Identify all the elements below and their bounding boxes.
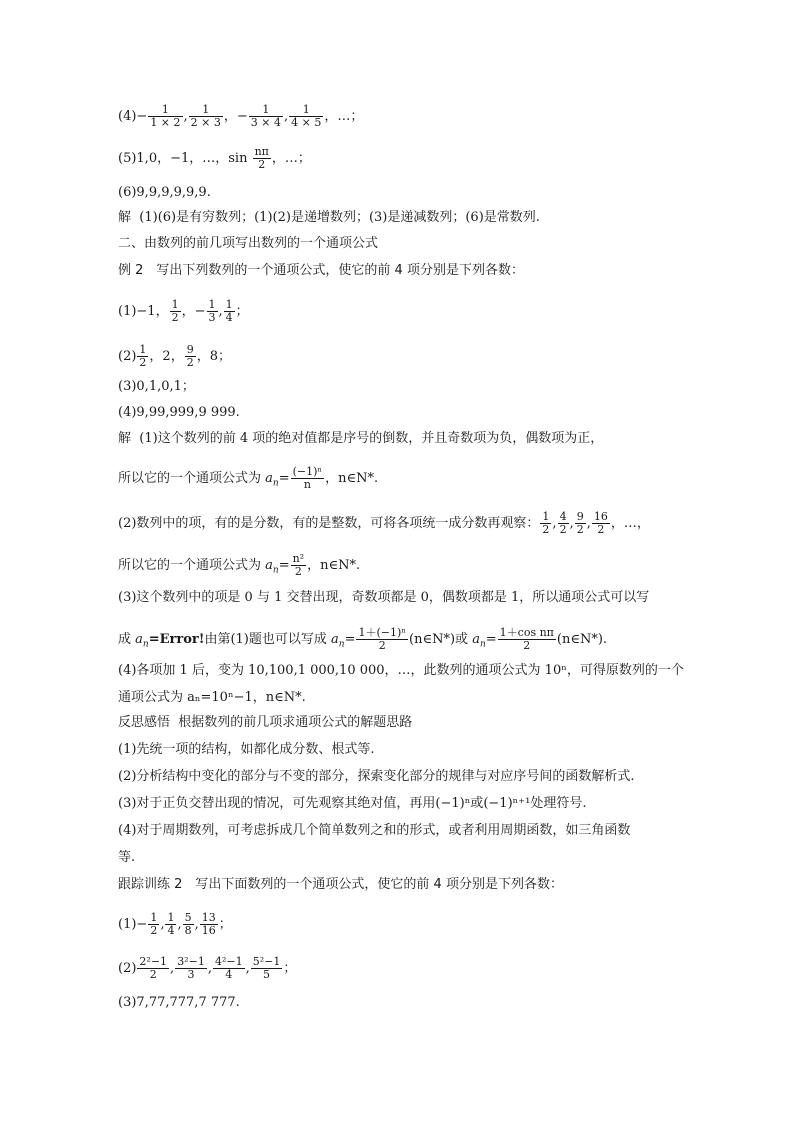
practice-2-q2: (2) $\frac{\text{2²−1}}{2}$ , $\frac{\text{3²−1}}{3}$ , $\frac{\text{4²−1}}{4}$ , $\frac{\text{5²−1}}{5}$ ； (118, 955, 297, 981)
solution-1-line-2: 所以它的一个通项公式为 $a_n=$ $\frac{\text{(−1)ⁿ}}{n}$ ，n∈N*. (118, 465, 379, 491)
fraction: $\frac{1}{2}$ (150, 911, 158, 937)
section-title: 二、由数列的前几项写出数列的一个通项公式 (118, 236, 379, 251)
item-4-prefix: (4)− (118, 109, 148, 124)
example-2-q3: (3)0,1,0,1； (118, 379, 195, 394)
reflection-title-line (118, 714, 412, 732)
reflection-point-4-line-2: 等. (118, 850, 136, 865)
fraction: $\frac{\text{5²−1}}{5}$ (252, 955, 281, 981)
solution-4-line-2: 通项公式为 aₙ=10ⁿ−1，n∈N*. (118, 690, 306, 705)
fraction: $\frac{1}{2}$ (542, 510, 550, 536)
fraction: $\frac{1}{2 \times 3}$ (190, 103, 221, 129)
example-2-title: 例 2 写出下列数列的一个通项公式，使它的前 4 项分别是下列各数： (118, 263, 524, 278)
reflection-point-4-line-1: (4)对于周期数列，可考虑拆成几个简单数列之和的形式，或者利用周期函数，如三角函数 (118, 823, 631, 838)
example-2-q2: (2) $\frac{1}{2}$ ，2， $\frac{9}{2}$ ，8； (118, 343, 231, 369)
fraction: $\frac{\text{1＋cos nπ}}{2}$ (499, 626, 554, 652)
reflection-point-1: (1)先统一项的结构，如都化成分数、根式等. (118, 742, 375, 757)
fraction: $\frac{\text{(−1)ⁿ}}{n}$ (292, 465, 323, 491)
fraction: $\frac{\text{n²}}{2}$ (292, 552, 305, 578)
solution-4-line-1: (4)各项加 1 后，变为 10,100,1 000,10 000，…，此数列的通项公式为 10ⁿ，可得原数列的一个 (118, 663, 684, 678)
example-2-q4: (4)9,99,999,9 999. (118, 405, 240, 420)
fraction: $\frac{\text{1＋(−1)ⁿ}}{2}$ (358, 626, 407, 652)
fraction: $\frac{1}{2}$ (139, 343, 147, 369)
fraction: $\frac{1}{3}$ (208, 298, 216, 324)
practice-2-q1: (1)− $\frac{1}{2}$ , $\frac{1}{4}$ , $\frac{5}{8}$ , $\frac{13}{16}$ ； (118, 911, 232, 937)
solution-2-line-1: (2)数列中的项，有的是分数，有的是整数，可将各项统一成分数再观察： $\frac{1}{2}$ , $\frac{4}{2}$ , $\frac{9}{2}$ , $\frac{16}{2}$ ，…， (118, 510, 650, 536)
fraction: $\frac{1}{4}$ (225, 298, 233, 324)
fraction: $\frac{1}{3 \times 4}$ (250, 103, 282, 129)
item-5-line: (5)1,0，−1，…，sin $\frac{n\pi}{2}$ ，…； (118, 145, 311, 171)
item-6-line: (6)9,9,9,9,9,9. (118, 185, 211, 200)
fraction: $\frac{1}{1 \times 2}$ (150, 103, 181, 129)
fraction: $\frac{1}{2}$ (171, 298, 179, 324)
solution-3-line-1: (3)这个数列中的项是 0 与 1 交替出现，奇数项都是 0，偶数项都是 1，所以通项公式可以写 (118, 590, 650, 605)
answer-label: 解 (118, 210, 132, 225)
fraction: $\frac{9}{2}$ (186, 343, 194, 369)
fraction: $\frac{13}{16}$ (201, 911, 216, 937)
fraction: $\frac{16}{2}$ (593, 510, 608, 536)
solution-label: 解 (118, 431, 132, 446)
reflection-subtitle: 根据数列的前几项求通项公式的解题思路 (178, 715, 413, 730)
answer-line: 解 (1)(6)是有穷数列；(1)(2)是递增数列；(3)是递减数列；(6)是常数列. (118, 210, 540, 225)
fraction: $\frac{\text{2²−1}}{2}$ (139, 955, 168, 981)
practice-2-q3: (3)7,77,777,7 777. (118, 995, 240, 1010)
solution-1-line-1: 解 (1)这个数列的前 4 项的绝对值都是序号的倒数，并且奇数项为负，偶数项为正， (118, 431, 604, 446)
fraction: $\frac{n\pi}{2}$ (254, 145, 269, 171)
item-4-line: (4)− $\frac{1}{1 \times 2}$ , $\frac{1}{2 \times 3}$ ，− $\frac{1}{3 \times 4}$ , $\frac{1}{4 \times 5}$ ，…； (118, 103, 364, 129)
fraction: $\frac{4}{2}$ (559, 510, 567, 536)
reflection-point-2: (2)分析结构中变化的部分与不变的部分，探索变化部分的规律与对应序号间的函数解析式. (118, 769, 635, 784)
solution-2-line-2: 所以它的一个通项公式为 $a_n=$ $\frac{\text{n²}}{2}$ ，n∈N*. (118, 552, 361, 578)
practice-2-title: 跟踪训练 2 写出下面数列的一个通项公式，使它的前 4 项分别是下列各数： (118, 877, 563, 892)
reflection-point-3: (3)对于正负交替出现的情况，可先观察其绝对值，再用(−1)ⁿ或(−1)ⁿ⁺¹处理符号. (118, 796, 587, 811)
example-2-q1: (1)−1， $\frac{1}{2}$ ，− $\frac{1}{3}$ , $\frac{1}{4}$ ； (118, 298, 249, 324)
fraction: $\frac{\text{3²−1}}{3}$ (177, 955, 205, 981)
solution-3-line-2: 成 $a_n=Error$!由第(1)题也可以写成 $a_n=$ $\frac{\text{1＋(−1)ⁿ}}{2}$ (n∈N*)或 $a_n=$ $\frac{\text{1＋cos nπ}}{2}$ (n∈N*). (118, 626, 608, 652)
reflection-title: 反思感悟 (118, 715, 171, 730)
fraction: $\frac{5}{8}$ (184, 911, 192, 937)
fraction: $\frac{1}{4}$ (167, 911, 175, 937)
fraction: $\frac{1}{4 \times 5}$ (291, 103, 322, 129)
fraction: $\frac{\text{4²−1}}{4}$ (214, 955, 243, 981)
fraction: $\frac{9}{2}$ (576, 510, 584, 536)
